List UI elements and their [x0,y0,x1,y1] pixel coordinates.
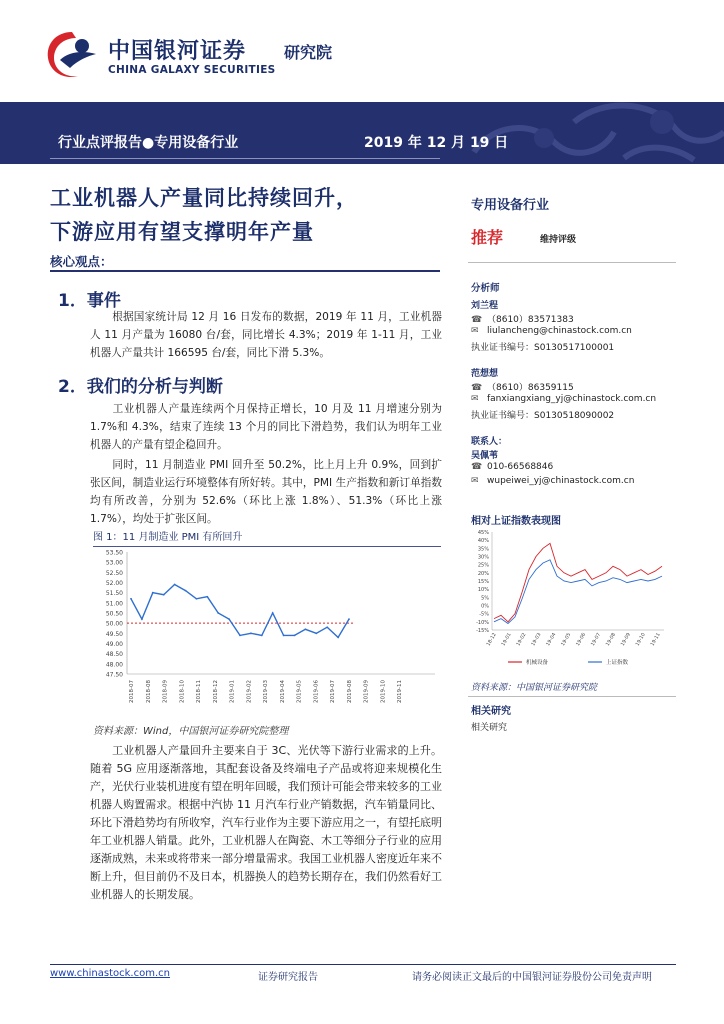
pmi-data-point [174,584,176,586]
analyst-name-1: 刘兰程 [471,301,499,311]
galaxy-logo-icon [42,26,102,84]
performance-chart [468,526,676,672]
performance-chart-svg [468,526,676,672]
core-views-label: 核心观点： [50,254,113,269]
legend-label: 机械设备 [526,660,549,666]
x-tick-label: 19-11 [650,632,662,648]
pmi-data-point [283,634,285,636]
footer-report-label: 证券研究报告 [258,972,318,983]
y-tick-label: 51.50 [105,590,123,598]
x-tick-label: 19-04 [546,632,558,648]
pmi-data-point [206,596,208,598]
x-tick-label: 19-03 [531,632,543,648]
pmi-data-point [337,637,339,639]
x-tick-label: 2018-09 [162,680,169,703]
x-tick-label: 19-02 [516,632,528,648]
x-tick-label: 2018-11 [196,680,202,703]
x-tick-label: 2019-07 [330,680,336,703]
analyst-phone-2: ☎ （8610）86359115 [471,383,574,393]
y-tick-label: 48.00 [105,661,123,669]
phone-icon: ☎ [471,383,483,393]
y-tick-label: 47.50 [105,671,123,679]
y-tick-label: 49.50 [105,630,123,638]
brand-name-en: CHINA GALAXY SECURITIES [108,64,276,76]
pmi-data-point [163,594,165,596]
x-tick-label: 19-07 [590,632,603,648]
y-tick-label: 51.00 [105,600,123,608]
sidebar-divider [468,262,676,263]
pmi-data-point [305,628,307,630]
pmi-data-point [228,618,230,620]
report-title-line2: 下游应用有望支撑明年产量 [50,220,314,244]
y-tick-label: 0% [481,603,489,610]
y-tick-label: 30% [477,554,489,561]
core-divider [50,270,440,272]
analyst-email-1[interactable]: ✉ liulancheng@chinastock.com.cn [471,326,632,336]
pmi-chart-svg [93,546,441,716]
pmi-data-point [196,598,198,600]
pmi-chart [93,546,441,716]
footer-divider [50,964,676,965]
pmi-data-point [348,618,350,620]
x-tick-label: 2018-10 [179,680,186,703]
analyst-email-2[interactable]: ✉ fanxiangxiang_yj@chinastock.com.cn [471,394,657,404]
y-tick-label: 50.00 [105,620,123,628]
section-event-paragraph: 根据国家统计局 12 月 16 日发布的数据，2019 年 11 月，工业机器人 11 月产量为 16080 台/套，同比增长 4.3%；2019 年 1-11 月，工业机器人产量共计 166595 台/套，同比下滑 5.3%。 [90,311,442,359]
y-tick-label: 15% [477,579,489,585]
y-tick-label: 25% [477,562,489,569]
related-research-title: 相关研究 [471,706,511,717]
analyst-cert-1: 执业证书编号：S0130517100001 [471,343,615,353]
analyst-cert-2: 执业证书编号：S0130518090002 [471,411,615,421]
contact-label: 联系人： [471,437,508,447]
performance-series-line-0 [494,543,662,621]
legend-label: 上证指数 [606,660,629,666]
x-tick-label: 19-10 [635,632,647,648]
section-event-heading: 1．事件 [58,291,121,311]
x-tick-label: 2018-08 [145,680,152,703]
sidebar-divider [468,696,676,697]
y-tick-label: 40% [477,538,489,545]
performance-chart-source: 资料来源：中国银河证券研究院 [471,683,598,693]
performance-chart-title: 相对上证指数表现图 [471,516,561,527]
brand-logo [42,26,402,86]
y-tick-label: -10% [476,619,489,626]
pmi-data-point [294,634,296,636]
report-date: 2019 年 12 月 19 日 [364,135,509,151]
y-tick-label: -15% [476,628,489,634]
analyst-name-2: 范想想 [471,369,499,379]
phone-icon: ☎ [471,315,483,325]
report-banner [0,102,724,164]
y-tick-label: 50.50 [105,610,123,618]
pmi-data-point [152,592,154,594]
contact-name: 吴佩苇 [471,451,499,461]
analyst-label: 分析师 [471,283,500,294]
figure-caption: 图 1：11 月制造业 PMI 有所回升 [93,528,441,547]
y-tick-label: 5% [481,595,489,602]
x-tick-label: 2018-12 [212,680,219,703]
x-tick-label: 2019-08 [346,680,353,703]
contact-email[interactable]: ✉ wupeiwei_yj@chinastock.com.cn [471,476,635,486]
x-tick-label: 2019-04 [279,680,286,703]
x-tick-label: 2019-09 [363,680,370,703]
pmi-data-point [141,618,143,620]
rating-note: 维持评级 [540,235,577,245]
email-icon: ✉ [471,394,479,404]
report-type: 行业点评报告●专用设备行业 [58,135,239,151]
rating-badge: 推荐 [471,228,504,247]
pmi-data-point [261,634,263,636]
email-icon: ✉ [471,326,479,336]
pmi-data-point [130,598,132,600]
y-tick-label: 20% [477,570,489,577]
pmi-data-point [326,626,328,628]
x-tick-label: 2019-02 [246,680,253,703]
analyst-phone-1: ☎ （8610）83571383 [471,315,574,325]
pmi-data-point [239,634,241,636]
x-tick-label: 2019-03 [263,680,269,703]
report-title-line1: 工业机器人产量同比持续回升， [50,186,358,210]
pmi-data-point [250,632,252,634]
x-tick-label: 19-06 [575,632,588,648]
contact-phone: ☎ 010-66568846 [471,462,554,472]
analysis-paragraph-3: 工业机器人产量回升主要来自于 3C、光伏等下游行业需求的上升。随着 5G 应用逐渐落地，其配套设备及终端电子产品或将迎来规模化生产，光伏行业装机进度有望在明年回暖，我们预计可能会带来较多的工业机器人购置需求。根据中汽协 11 月汽车行业产销数据，汽车销量同比、环比下滑趋势均有所收窄，汽车行业作为主要下游应用之一，有望托底明年工业机器人销量。此外，工业机器人在陶瓷、木工等细分子行业的应用逐渐成熟，未来或将带来一部分增量需求。我国工业机器人密度近年来不断上升，但目前仍不及日本，机器换人的趋势长期存在，我们仍然看好工业机器人的长期发展。 [90,744,442,901]
x-tick-label: 2019-05 [296,680,303,703]
pmi-data-point [217,612,219,614]
footer-disclaimer: 请务必阅读正文最后的中国银河证券股份公司免责声明 [412,972,652,983]
x-tick-label: 19-05 [560,632,573,648]
x-tick-label: 2019-01 [229,680,236,703]
related-research-body[interactable]: 相关研究 [471,723,508,733]
x-tick-label: 2019-10 [380,680,387,703]
sidebar-industry: 专用设备行业 [471,198,550,213]
x-tick-label: 2018-07 [129,680,135,703]
figure-source: 资料来源：Wind，中国银河证券研究院整理 [93,726,289,737]
institute-label: 研究院 [284,43,333,62]
x-tick-label: 2019-06 [313,680,320,703]
pmi-data-point [185,590,187,592]
x-tick-label: 18-12 [486,632,498,648]
y-tick-label: 53.00 [105,559,123,567]
performance-series-line-1 [494,560,662,624]
y-tick-label: 53.50 [105,549,123,557]
y-tick-label: -5% [479,611,489,618]
y-tick-label: 49.00 [105,641,123,648]
pmi-data-point [272,612,274,614]
y-tick-label: 10% [477,587,489,594]
x-tick-label: 2019-11 [397,680,403,703]
pmi-series-line [131,585,349,638]
x-tick-label: 19-01 [501,632,513,648]
y-tick-label: 52.50 [105,569,123,577]
banner-divider [50,158,440,159]
y-tick-label: 45% [477,530,489,536]
y-tick-label: 52.00 [105,580,123,587]
pmi-data-point [315,632,317,634]
analysis-paragraph-1: 工业机器人产量连续两个月保持正增长，10 月及 11 月增速分别为 1.7%和 4.3%，结束了连续 13 个月的同比下滑趋势，我们认为明年工业机器人的产量有望企稳回升。 [90,403,442,451]
analysis-paragraph-2: 同时，11 月制造业 PMI 回升至 50.2%，比上月上升 0.9%，回到扩张区间，制造业运行环境整体有所好转。其中，PMI 生产指数和新订单指数均有所改善，分别为 52.6%（环比上涨 1.8%）、51.3%（环比上涨 1.7%），均处于扩张区间。 [90,459,442,525]
x-tick-label: 19-08 [605,632,618,648]
y-tick-label: 48.50 [105,651,123,659]
section-analysis-heading: 2．我们的分析与判断 [58,377,223,397]
y-tick-label: 35% [477,546,489,553]
brand-name-cn: 中国银河证券 [108,39,247,64]
email-icon: ✉ [471,476,479,486]
x-tick-label: 19-09 [620,632,632,648]
footer-website-link[interactable]: www.chinastock.com.cn [50,968,170,979]
phone-icon: ☎ [471,462,483,472]
